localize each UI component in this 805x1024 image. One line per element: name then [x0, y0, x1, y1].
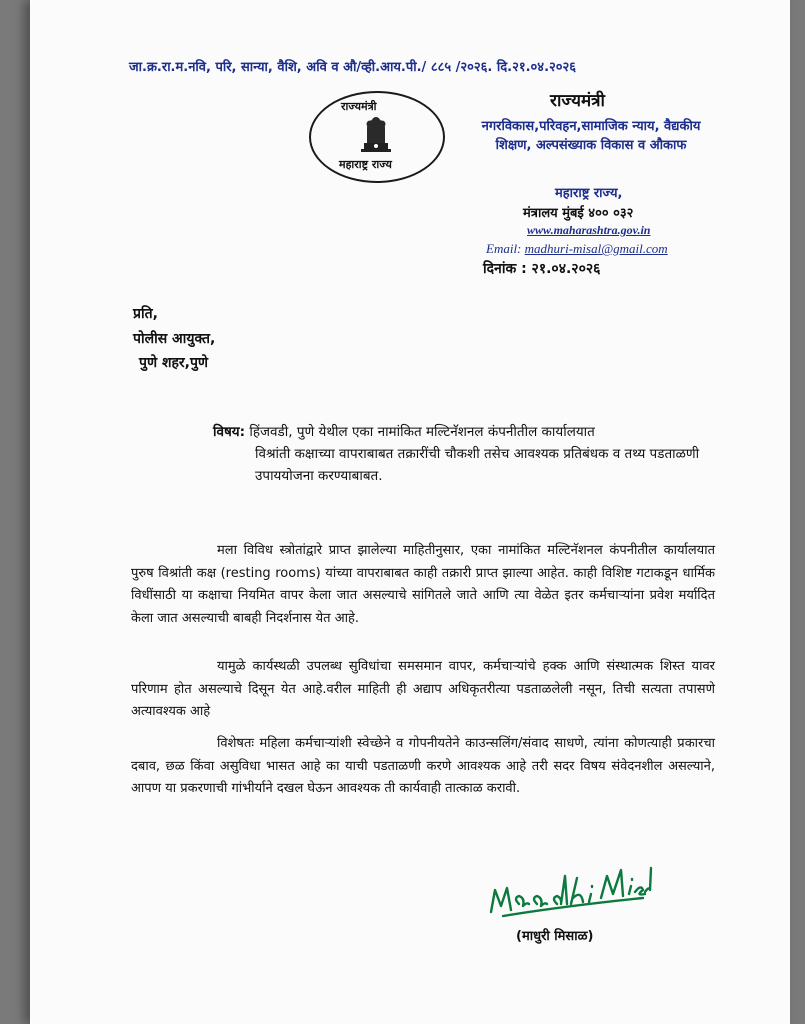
- subject-first-line: हिंजवडी, पुणे येथील एका नामांकित मल्टिनॅशनल कंपनीतील कार्यालयात: [249, 424, 595, 440]
- signatory-name: (माधुरी मिसाळ): [516, 929, 594, 944]
- body-paragraph-1: [131, 540, 715, 630]
- letter-page: [30, 0, 790, 1024]
- paragraph-text: मला विविध स्त्रोतांद्वारे प्राप्त झालेल्या माहितीनुसार, एका नामांकित मल्टिनॅशनल कंपनीतील कार्यालयात पुरुष विश्रांती कक्ष (resting rooms) यांच्या वापराबाबत काही तक्रारी प्राप्त झाल्या आहेत. काही विशिष्ट गटाकडून धार्मिक विधींसाठी या कक्षाचा नियमित वापर केला जात असल्याचे सांगितले जाते आणि त्या वेळेत इतर कर्मचाऱ्यांना प्रवेश मर्यादित केला जात असल्याची बाबही निदर्शनास येत आहे.: [131, 543, 715, 626]
- subject-block: [213, 421, 718, 487]
- body-paragraph-3: [131, 733, 715, 801]
- recipient-location: पुणे शहर,पुणे: [139, 355, 209, 371]
- email-address[interactable]: madhuri-misal@gmail.com: [524, 241, 668, 256]
- email-line: [486, 241, 668, 257]
- seal-bottom-text: महाराष्ट्र राज्य: [339, 158, 392, 171]
- outward-number: जा.क्र.रा.म.नवि, परि, सान्या, वैशि, अवि व औ/व्ही.आय.पी./ ८८५ /२०२६. दि.२१.०४.२०२६: [129, 60, 577, 75]
- letter-date: दिनांक : २१.०४.२०२६: [483, 261, 601, 277]
- subject-continuation: विश्रांती कक्षाच्या वापराबाबत तक्रारींची चौकशी तसेच आवश्यक प्रतिबंधक व तथ्य पडताळणी उपाययोजना करण्याबाबत.: [255, 446, 700, 484]
- state-name: महाराष्ट्र राज्य,: [555, 186, 623, 201]
- paragraph-text: यामुळे कार्यस्थळी उपलब्ध सुविधांचा समसमान वापर, कर्मचाऱ्यांचे हक्क आणि संस्थात्मक शिस्त यावर परिणाम होत असल्याचे दिसून येत आहे.वरील माहिती ही अद्याप अधिकृतरीत्या पडताळलेली नसून, तिची सत्यता तपासणे अत्यावश्यक आहे: [131, 659, 715, 719]
- seal-top-text: राज्यमंत्री: [341, 100, 377, 113]
- ashoka-emblem-icon: [358, 113, 394, 155]
- designation-title: राज्यमंत्री: [550, 91, 605, 111]
- departments-list: नगरविकास,परिवहन,सामाजिक न्याय, वैद्यकीय शिक्षण, अल्पसंख्याक विकास व औकाफ: [481, 119, 701, 153]
- body-paragraph-2: [131, 656, 715, 724]
- recipient-designation: पोलीस आयुक्त,: [133, 331, 216, 347]
- office-address: मंत्रालय मुंबई ४०० ०३२: [523, 206, 634, 221]
- website-link[interactable]: www.maharashtra.gov.in: [527, 223, 651, 237]
- official-seal: [309, 91, 445, 183]
- email-label: Email:: [486, 241, 522, 256]
- subject-label: विषय:: [213, 424, 246, 440]
- recipient-salutation: प्रति,: [133, 306, 158, 322]
- handwritten-signature: [485, 854, 655, 924]
- paragraph-text: विशेषतः महिला कर्मचाऱ्यांशी स्वेच्छेने व गोपनीयतेने काउन्सलिंग/संवाद साधणे, त्यांना कोणत्याही प्रकारचा दबाव, छळ किंवा असुविधा भासत आहे का याची पडताळणी करणे आवश्यक आहे तरी सदर विषय संवेदनशील असल्याने, आपण या प्रकरणाची गांभीर्याने दखल घेऊन आवश्यक ती कार्यवाही तात्काळ करावी.: [131, 736, 715, 796]
